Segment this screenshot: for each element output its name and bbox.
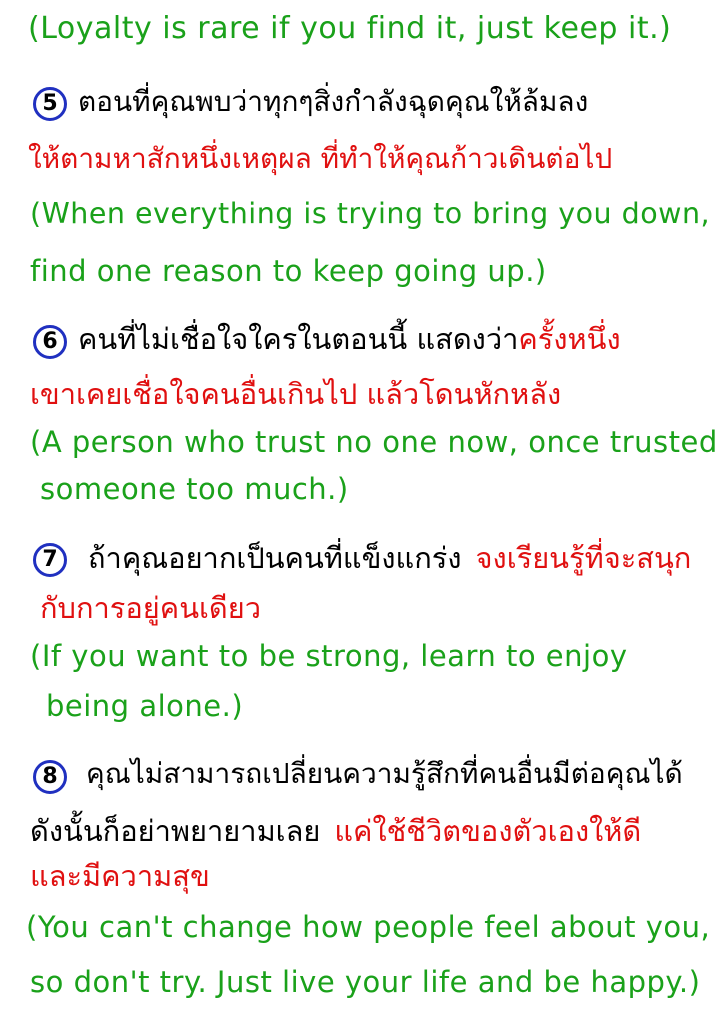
item7-thai-black: ถ้าคุณอยากเป็นคนที่แข็งแกร่ง <box>88 541 462 575</box>
number-badge-7: 7 <box>33 543 67 577</box>
item7-thai-line-1 <box>88 541 692 575</box>
item5-english-1: (When everything is trying to bring you down, <box>30 197 711 230</box>
item8-thai-black-2: ดังนั้นก็อย่าพยายามเลย <box>30 814 321 848</box>
item5-thai-black: ตอนที่คุณพบว่าทุกๆสิ่งกำลังฉุดคุณให้ล้มลง <box>78 85 589 118</box>
item5-english-2: find one reason to keep going up.) <box>30 254 547 288</box>
number-badge-6: 6 <box>33 325 67 359</box>
item7-english-1: (If you want to be strong, learn to enjoy <box>30 639 628 673</box>
item8-thai-line-2 <box>30 814 642 848</box>
item8-thai-red: และมีความสุข <box>30 859 210 893</box>
number-badge-8: 8 <box>33 760 67 794</box>
item8-english-1: (You can't change how people feel about you, <box>26 910 711 944</box>
item6-english-2: someone too much.) <box>40 472 349 506</box>
item6-thai-black: คนที่ไม่เชื่อใจใครในตอนนี้ แสดงว่า <box>78 322 519 356</box>
item7-thai-red-inline: จงเรียนรู้ที่จะสนุก <box>475 541 692 575</box>
item6-thai-line-1 <box>78 322 621 356</box>
item7-thai-red: กับการอยู่คนเดียว <box>40 591 262 625</box>
intro-english: (Loyalty is rare if you find it, just keep it.) <box>28 11 672 46</box>
item6-thai-red-inline: ครั้งหนึ่ง <box>518 322 621 356</box>
item8-english-2: so don't try. Just live your life and be happy.) <box>30 965 701 999</box>
item7-english-2: being alone.) <box>46 689 244 723</box>
number-badge-5: 5 <box>33 87 67 121</box>
item8-thai-black: คุณไม่สามารถเปลี่ยนความรู้สึกที่คนอื่นมีต่อคุณได้ <box>86 757 683 790</box>
item6-english-1: (A person who trust no one now, once trusted <box>30 425 718 459</box>
item6-thai-red: เขาเคยเชื่อใจคนอื่นเกินไป แล้วโดนหักหลัง <box>30 377 562 411</box>
item8-thai-red-inline: แค่ใช้ชีวิตของตัวเองให้ดี <box>334 814 642 848</box>
item5-thai-red: ให้ตามหาสักหนึ่งเหตุผล ที่ทำให้คุณก้าวเดินต่อไป <box>28 142 613 175</box>
